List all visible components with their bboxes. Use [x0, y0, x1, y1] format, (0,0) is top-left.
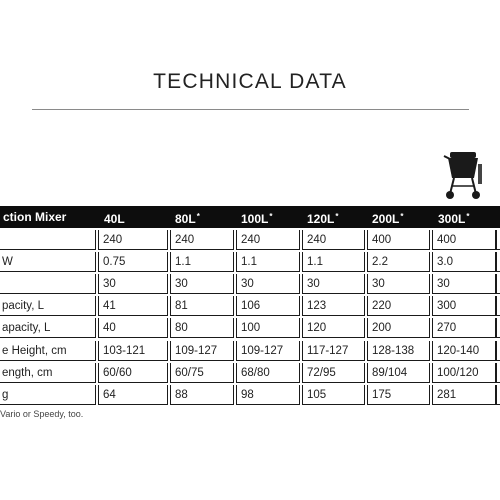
- table-cell-cutoff: [496, 318, 500, 338]
- table-cell: 200: [367, 318, 430, 338]
- row-label: [0, 230, 96, 250]
- table-cell: 68/80: [236, 363, 300, 383]
- footnote: Vario or Speedy, too.: [0, 409, 84, 419]
- table-row: [0, 274, 500, 295]
- table-cell: 64: [98, 385, 168, 405]
- table-cell-cutoff: [496, 296, 500, 316]
- row-label: pacity, L: [0, 296, 96, 316]
- row-label: [0, 274, 96, 294]
- table-cell: 0.75: [98, 252, 168, 272]
- table-cell-cutoff: [496, 341, 500, 361]
- table-row: [0, 230, 500, 251]
- table-cell: 30: [236, 274, 300, 294]
- table-cell: 3.0: [432, 252, 496, 272]
- table-cell-cutoff: [496, 363, 500, 383]
- table-cell: 240: [236, 230, 300, 250]
- table-cell: 98: [236, 385, 300, 405]
- table-cell-cutoff: [496, 274, 500, 294]
- table-row: [0, 252, 500, 273]
- table-cell: 41: [98, 296, 168, 316]
- table-cell: 106: [236, 296, 300, 316]
- table-cell: 109-127: [170, 341, 234, 361]
- table-cell: 88: [170, 385, 234, 405]
- technical-data-table: [0, 206, 500, 406]
- table-cell: 109-127: [236, 341, 300, 361]
- table-cell: 2.2: [367, 252, 430, 272]
- header-col-200l: 200L*: [372, 212, 404, 226]
- table-row: [0, 318, 500, 339]
- table-cell: 100/120: [432, 363, 496, 383]
- table-cell-cutoff: [496, 252, 500, 272]
- table-cell: 103-121: [98, 341, 168, 361]
- header-label: ction Mixer: [3, 210, 67, 224]
- table-cell-cutoff: [496, 230, 500, 250]
- header-col-300l: 300L*: [438, 212, 470, 226]
- table-cell: 40: [98, 318, 168, 338]
- table-cell: 120: [302, 318, 365, 338]
- table-cell: 240: [98, 230, 168, 250]
- table-cell: 1.1: [236, 252, 300, 272]
- header-col-80l: 80L*: [175, 212, 200, 226]
- table-cell: 89/104: [367, 363, 430, 383]
- table-cell: 30: [302, 274, 365, 294]
- table-cell: 400: [367, 230, 430, 250]
- table-cell: 30: [98, 274, 168, 294]
- table-cell: 80: [170, 318, 234, 338]
- table-cell: 117-127: [302, 341, 365, 361]
- table-cell: 1.1: [302, 252, 365, 272]
- table-cell: 30: [432, 274, 496, 294]
- table-cell: 281: [432, 385, 496, 405]
- row-label: ength, cm: [0, 363, 96, 383]
- table-row: [0, 341, 500, 362]
- header-col-100l: 100L*: [241, 212, 273, 226]
- table-cell: 400: [432, 230, 496, 250]
- table-cell: 81: [170, 296, 234, 316]
- table-cell: 105: [302, 385, 365, 405]
- table-row: [0, 385, 500, 406]
- row-label: W: [0, 252, 96, 272]
- table-cell: 30: [170, 274, 234, 294]
- row-label: e Height, cm: [0, 341, 96, 361]
- table-cell: 270: [432, 318, 496, 338]
- table-cell: 72/95: [302, 363, 365, 383]
- table-header: [0, 206, 500, 228]
- table-cell: 300: [432, 296, 496, 316]
- table-cell: 123: [302, 296, 365, 316]
- table-cell: 128-138: [367, 341, 430, 361]
- table-cell: 60/75: [170, 363, 234, 383]
- mixer-icon: [440, 150, 486, 200]
- table-cell: 240: [302, 230, 365, 250]
- table-cell: 100: [236, 318, 300, 338]
- row-label: g: [0, 385, 96, 405]
- table-row: [0, 363, 500, 384]
- table-cell: 30: [367, 274, 430, 294]
- table-cell-cutoff: [496, 385, 500, 405]
- row-label: apacity, L: [0, 318, 96, 338]
- table-row: [0, 296, 500, 317]
- table-cell: 120-140: [432, 341, 496, 361]
- header-col-120l: 120L*: [307, 212, 339, 226]
- header-col-40l: 40L: [104, 212, 125, 226]
- table-cell: 240: [170, 230, 234, 250]
- title-divider: [32, 109, 469, 110]
- page-title: TECHNICAL DATA: [153, 70, 347, 93]
- table-cell: 175: [367, 385, 430, 405]
- table-cell: 60/60: [98, 363, 168, 383]
- table-cell: 220: [367, 296, 430, 316]
- table-cell: 1.1: [170, 252, 234, 272]
